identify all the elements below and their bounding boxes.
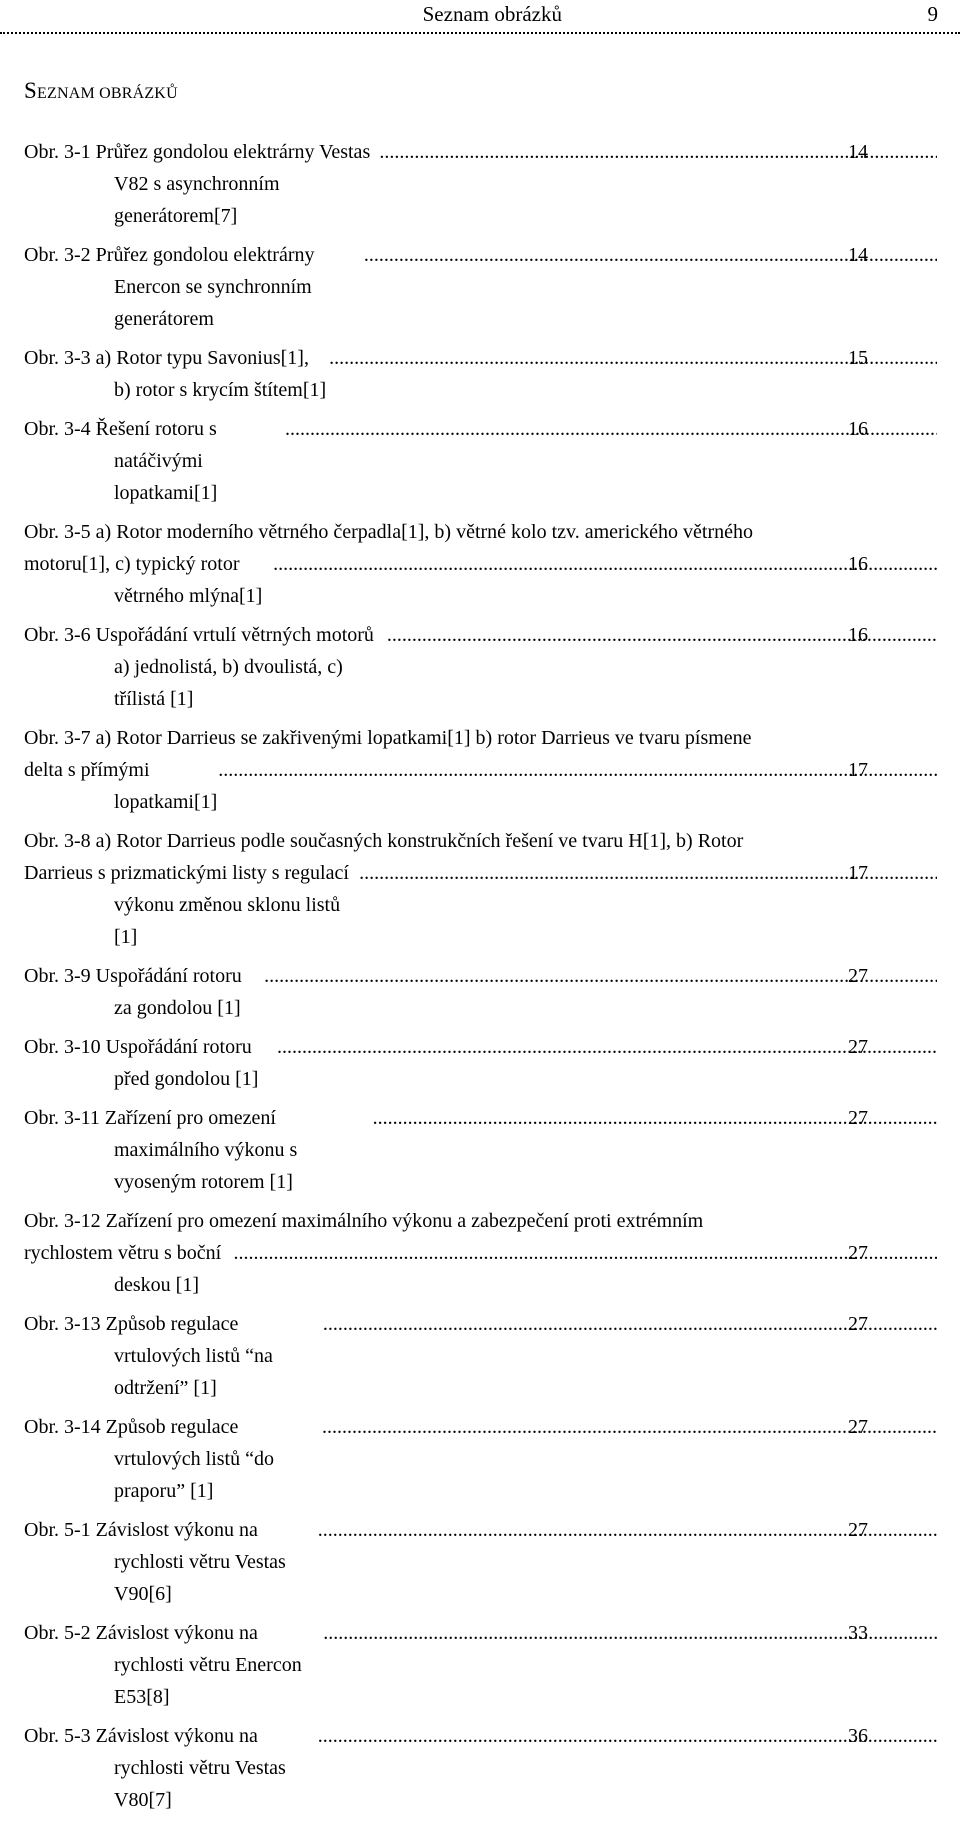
toc-entry-label-line1: Obr. 3-12 Zařízení pro omezení maximálního výkonu a zabezpečení proti extrémním xyxy=(24,1210,704,1232)
header-title: Seznam obrázků xyxy=(422,2,562,26)
page-header xyxy=(0,0,960,34)
toc-entry-label: Obr. 5-1 Závislost výkonu na rychlosti větru Vestas V90[6] xyxy=(24,1519,286,1605)
toc-entry-label: Obr. 3-9 Uspořádání rotoru za gondolou [1] xyxy=(24,965,242,1019)
toc-entry-label: Obr. 3-1 Průřez gondolou elektrárny Vestas V82 s asynchronním generátorem[7] xyxy=(24,141,371,227)
toc-entry-3-11[interactable]: Obr. 3-11 Zařízení pro omezení maximálního výkonu s vyoseným rotorem [1] ..... 27 xyxy=(24,1102,938,1198)
toc-entry-3-14[interactable]: Obr. 3-14 Způsob regulace vrtulových listů “do praporu” [1] ..... 27 xyxy=(24,1411,938,1507)
toc-entry-label: Obr. 3-4 Řešení rotoru s natáčivými lopatkami[1] xyxy=(24,418,218,504)
toc-leader-dots xyxy=(318,1720,937,1752)
toc-entry-3-12[interactable]: Obr. 3-12 Zařízení pro omezení maximálního výkonu a zabezpečení proti extrémním rychlostem větru s boční deskou [1] ..... 27 xyxy=(24,1205,938,1301)
toc-entry-label-line1: Obr. 3-8 a) Rotor Darrieus podle současných konstrukčních řešení ve tvaru H[1], b) Rotor xyxy=(24,830,744,852)
toc-entry-label-line2: motoru[1], c) typický rotor větrného mlýna[1] xyxy=(24,553,263,607)
toc-entry-label: Obr. 3-13 Způsob regulace vrtulových listů “na odtržení” [1] xyxy=(24,1313,273,1399)
toc-entry-3-1[interactable]: Obr. 3-1 Průřez gondolou elektrárny Vestas V82 s asynchronním generátorem[7] ..... 14 xyxy=(24,136,938,232)
toc-entry-label: Obr. 3-14 Způsob regulace vrtulových listů “do praporu” [1] xyxy=(24,1416,274,1502)
toc-entry-3-2[interactable]: Obr. 3-2 Průřez gondolou elektrárny Enercon se synchronním generátorem ..... 14 xyxy=(24,239,938,335)
toc-leader-dots xyxy=(323,1617,937,1649)
toc-entry-3-7[interactable]: Obr. 3-7 a) Rotor Darrieus se zakřivenými lopatkami[1] b) rotor Darrieus ve tvaru písmene delta s přímými lopatkami[1] ..... 17 xyxy=(24,722,938,818)
toc-entry-label-line2: rychlostem větru s boční deskou [1] xyxy=(24,1242,222,1296)
toc-entry-3-10[interactable]: Obr. 3-10 Uspořádání rotoru před gondolou [1] ..... 27 xyxy=(24,1031,938,1095)
toc-entry-3-4[interactable]: Obr. 3-4 Řešení rotoru s natáčivými lopatkami[1] ..... 16 xyxy=(24,413,938,509)
toc-entry-3-6[interactable]: Obr. 3-6 Uspořádání vrtulí větrných motorů a) jednolistá, b) dvoulistá, c) třílistá [1] ..... 16 xyxy=(24,619,938,715)
toc-entry-5-1[interactable]: Obr. 5-1 Závislost výkonu na rychlosti větru Vestas V90[6] ..... 27 xyxy=(24,1514,938,1610)
toc-leader-dots xyxy=(277,1031,937,1063)
section-title xyxy=(24,78,178,104)
toc-entry-label: Obr. 3-3 a) Rotor typu Savonius[1], b) rotor s krycím štítem[1] xyxy=(24,347,327,401)
toc-entry-label: Obr. 3-10 Uspořádání rotoru před gondolou [1] xyxy=(24,1036,259,1090)
figure-list xyxy=(24,136,938,1823)
toc-entry-3-9[interactable]: Obr. 3-9 Uspořádání rotoru za gondolou [1] ..... 27 xyxy=(24,960,938,1024)
toc-leader-dots xyxy=(234,1237,937,1269)
toc-entry-label: Obr. 3-6 Uspořádání vrtulí větrných motorů a) jednolistá, b) dvoulistá, c) třílistá [1] xyxy=(24,624,374,710)
toc-entry-label: Obr. 3-2 Průřez gondolou elektrárny Enercon se synchronním generátorem xyxy=(24,244,315,330)
toc-entry-label-line1: Obr. 3-7 a) Rotor Darrieus se zakřivenými lopatkami[1] b) rotor Darrieus ve tvaru písmene xyxy=(24,727,752,749)
toc-leader-dots xyxy=(329,342,937,374)
toc-leader-dots xyxy=(285,413,937,445)
toc-entry-3-5[interactable]: Obr. 3-5 a) Rotor moderního větrného čerpadla[1], b) větrné kolo tzv. amerického větrného motoru[1], c) typický rotor větrného mlýna[1] ..... 16 xyxy=(24,516,938,612)
toc-leader-dots xyxy=(318,1514,937,1546)
section-title-initial: S xyxy=(24,78,37,103)
toc-entry-label: Obr. 5-2 Závislost výkonu na rychlosti větru Enercon E53[8] xyxy=(24,1622,302,1708)
toc-entry-label-line1: Obr. 3-5 a) Rotor moderního větrného čerpadla[1], b) větrné kolo tzv. amerického větrného xyxy=(24,521,753,543)
toc-entry-label-line2: delta s přímými lopatkami[1] xyxy=(24,759,218,813)
toc-entry-label: Obr. 3-11 Zařízení pro omezení maximálního výkonu s vyoseným rotorem [1] xyxy=(24,1107,298,1193)
toc-leader-dots xyxy=(373,1102,937,1134)
toc-entry-label: Obr. 5-3 Závislost výkonu na rychlosti větru Vestas V80[7] xyxy=(24,1725,286,1811)
toc-leader-dots xyxy=(273,548,937,580)
toc-entry-label-line2: Darrieus s prizmatickými listy s regulací výkonu změnou sklonu listů [1] xyxy=(24,862,349,948)
toc-entry-3-8[interactable]: Obr. 3-8 a) Rotor Darrieus podle současných konstrukčních řešení ve tvaru H[1], b) Rotor Darrieus s prizmatickými listy s regulací výkonu změnou sklonu listů [1] ..... 17 xyxy=(24,825,938,953)
header-page-number: 9 xyxy=(927,2,938,26)
toc-entry-5-2[interactable]: Obr. 5-2 Závislost výkonu na rychlosti větru Enercon E53[8] ..... 33 xyxy=(24,1617,938,1713)
toc-entry-3-13[interactable]: Obr. 3-13 Způsob regulace vrtulových listů “na odtržení” [1] ..... 27 xyxy=(24,1308,938,1404)
toc-leader-dots xyxy=(218,754,937,786)
toc-leader-dots xyxy=(264,960,937,992)
toc-entry-5-3[interactable]: Obr. 5-3 Závislost výkonu na rychlosti větru Vestas V80[7] ..... 36 xyxy=(24,1720,938,1816)
section-title-rest: EZNAM OBRÁZKŮ xyxy=(37,85,178,102)
toc-leader-dots xyxy=(322,1411,937,1443)
toc-entry-3-3[interactable]: Obr. 3-3 a) Rotor typu Savonius[1], b) rotor s krycím štítem[1] ..... 15 xyxy=(24,342,938,406)
toc-leader-dots xyxy=(323,1308,937,1340)
